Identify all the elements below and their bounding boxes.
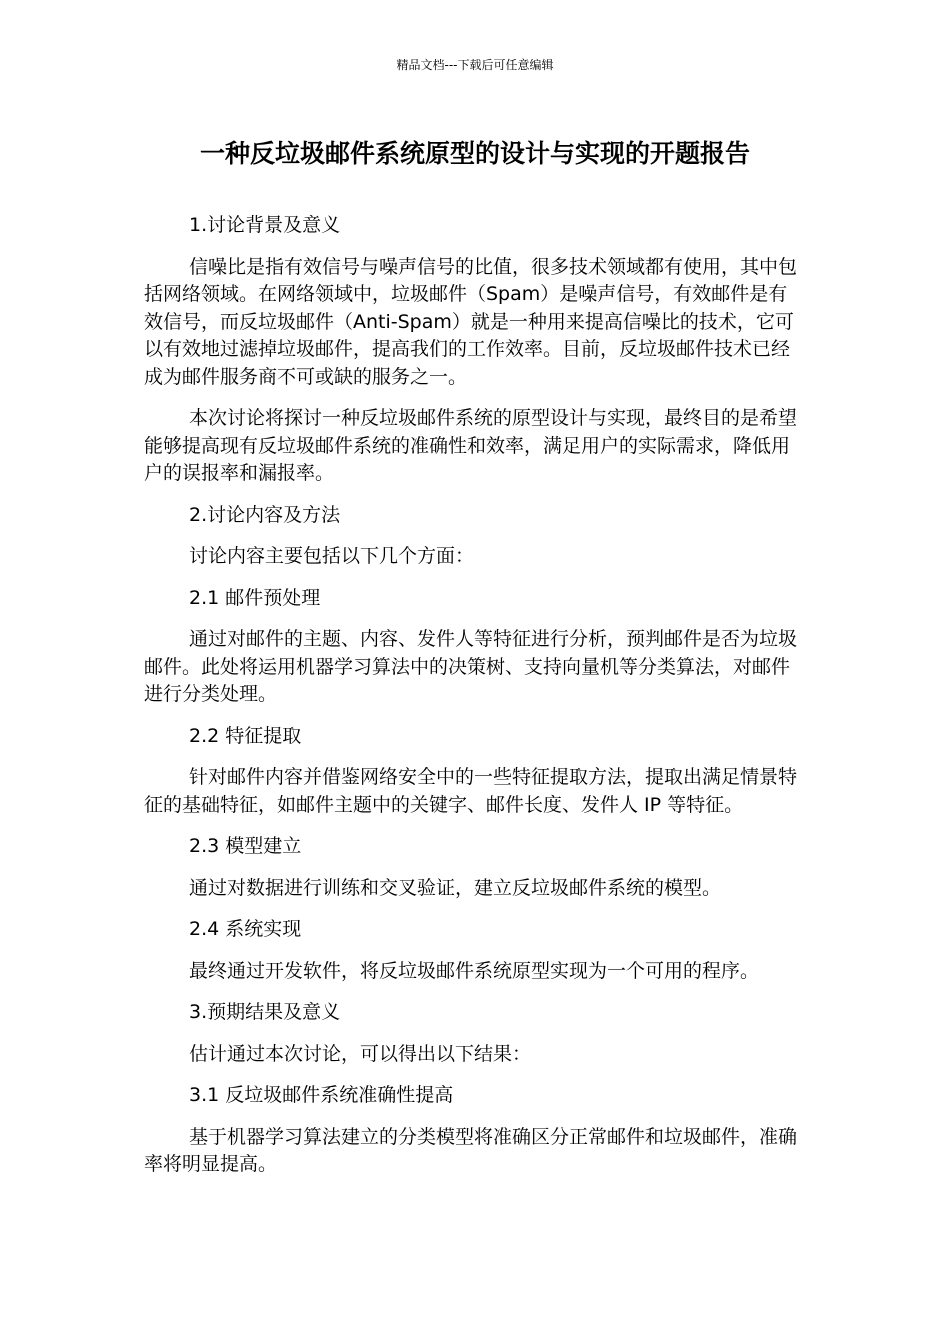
paragraph-background: 信噪比是指有效信号与噪声信号的比值，很多技术领域都有使用，其中包括网络领域。在网络领域中，垃圾邮件（Spam）是噪声信号，有效邮件是有效信号，而反垃圾邮件（Anti-Spam）就是一种用来提高信噪比的技术，它可以有效地过滤掉垃圾邮件，提高我们的工作效率。目前，反垃圾邮件技术已经成为邮件服务商不可或缺的服务之一。 bbox=[144, 255, 798, 388]
section-heading-1: 1.讨论背景及意义 bbox=[189, 214, 341, 236]
section-heading-3: 3.预期结果及意义 bbox=[189, 1001, 341, 1023]
paragraph-preprocessing: 通过对邮件的主题、内容、发件人等特征进行分析，预判邮件是否为垃圾邮件。此处将运用机器学习算法中的决策树、支持向量机等分类算法，对邮件进行分类处理。 bbox=[144, 628, 798, 705]
paragraph-results-intro: 估计通过本次讨论，可以得出以下结果： bbox=[189, 1042, 532, 1065]
subsection-heading-2-3: 2.3 模型建立 bbox=[189, 835, 302, 857]
paragraph-content-intro: 讨论内容主要包括以下几个方面： bbox=[189, 545, 475, 567]
paragraph-model: 通过对数据进行训练和交叉验证，建立反垃圾邮件系统的模型。 bbox=[189, 876, 722, 899]
subsection-heading-3-1: 3.1 反垃圾邮件系统准确性提高 bbox=[189, 1084, 454, 1106]
document-title: 一种反垃圾邮件系统原型的设计与实现的开题报告 bbox=[199, 139, 750, 168]
paragraph-accuracy: 基于机器学习算法建立的分类模型将准确区分正常邮件和垃圾邮件，准确率将明显提高。 bbox=[144, 1125, 798, 1175]
page-header: 精品文档---下载后可任意编辑 bbox=[396, 58, 554, 72]
subsection-heading-2-2: 2.2 特征提取 bbox=[189, 724, 302, 747]
document-body bbox=[144, 212, 806, 1193]
paragraph-feature-extraction: 针对邮件内容并借鉴网络安全中的一些特征提取方法，提取出满足情景特征的基础特征，如邮件主题中的关键字、邮件长度、发件人 IP 等特征。 bbox=[144, 766, 798, 816]
subsection-heading-2-1: 2.1 邮件预处理 bbox=[189, 586, 321, 609]
section-heading-2: 2.讨论内容及方法 bbox=[189, 503, 341, 526]
paragraph-implementation: 最终通过开发软件，将反垃圾邮件系统原型实现为一个可用的程序。 bbox=[189, 959, 760, 982]
subsection-heading-2-4: 2.4 系统实现 bbox=[189, 918, 302, 940]
paragraph-purpose: 本次讨论将探讨一种反垃圾邮件系统的原型设计与实现，最终目的是希望能够提高现有反垃圾邮件系统的准确性和效率，满足用户的实际需求，降低用户的误报率和漏报率。 bbox=[144, 407, 798, 484]
